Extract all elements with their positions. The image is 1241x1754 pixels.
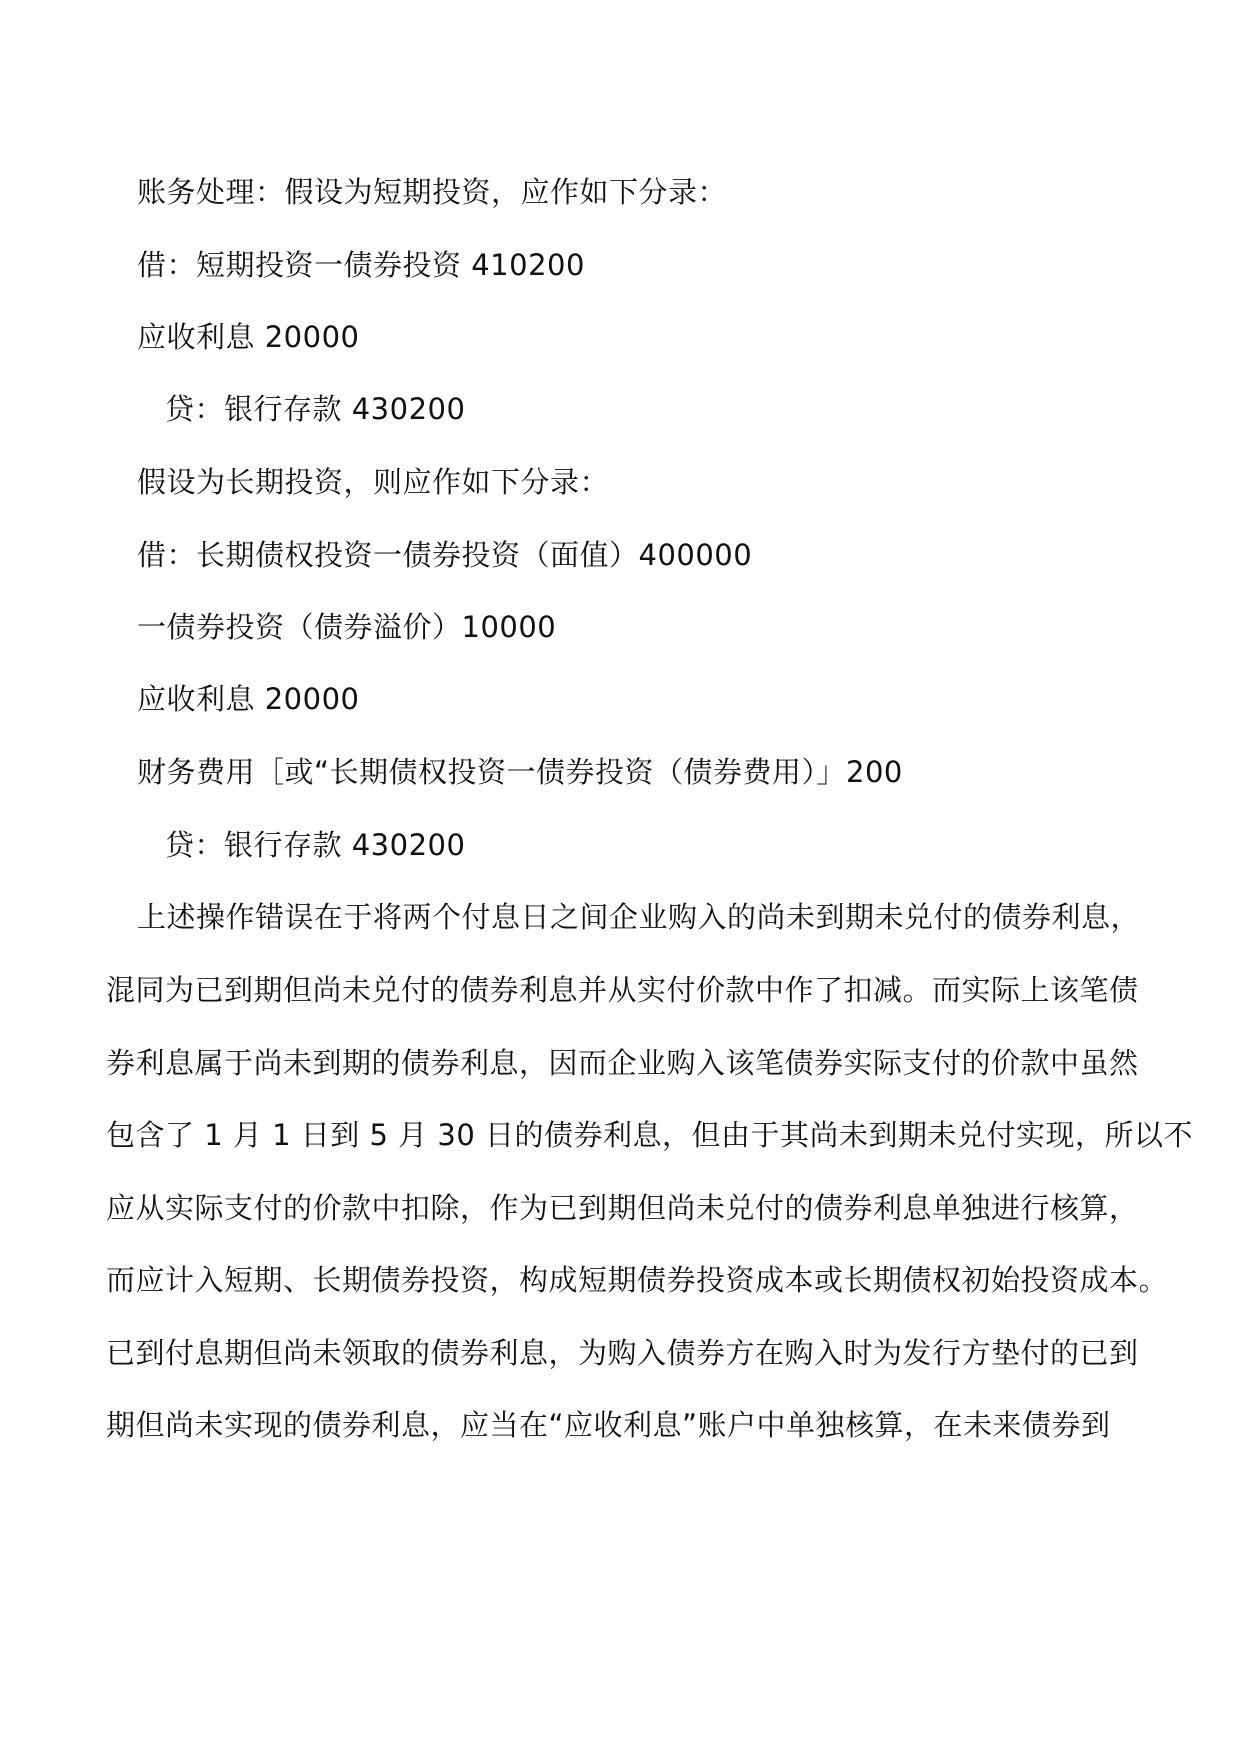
entry-line: 财务费用［或“长期债权投资一债券投资（债券费用）」200 (137, 755, 903, 789)
entry-line: 应收利息 20000 (137, 320, 360, 354)
entry-line: 借：短期投资一债券投资 410200 (137, 248, 585, 282)
paragraph-line: 包含了 1 月 1 日到 5 月 30 日的债券利息，但由于其尚未到期未兑付实现，所以不 (106, 1118, 1194, 1152)
paragraph-line: 混同为已到期但尚未兑付的债券利息并从实付价款中作了扣减。而实际上该笔债 (106, 973, 1139, 1007)
entry-line: 一债券投资（债券溢价）10000 (137, 610, 557, 644)
paragraph-line: 应从实际支付的价款中扣除，作为已到期但尚未兑付的债券利息单独进行核算， (106, 1191, 1139, 1225)
paragraph-line: 券利息属于尚未到期的债券利息，因而企业购入该笔债券实际支付的价款中虽然 (106, 1046, 1139, 1080)
entry-line: 贷：银行存款 430200 (165, 392, 466, 426)
paragraph-line: 上述操作错误在于将两个付息日之间企业购入的尚未到期未兑付的债券利息， (137, 900, 1141, 934)
entry-line: 假设为长期投资，则应作如下分录： (137, 465, 610, 499)
entry-line: 应收利息 20000 (137, 682, 360, 716)
paragraph-line: 已到付息期但尚未领取的债券利息，为购入债券方在购入时为发行方垫付的已到 (106, 1336, 1139, 1370)
paragraph-line: 期但尚未实现的债券利息，应当在“应收利息”账户中单独核算，在未来债券到 (106, 1408, 1111, 1442)
entry-line: 账务处理：假设为短期投资，应作如下分录： (137, 175, 728, 209)
paragraph-line: 而应计入短期、长期债券投资，构成短期债券投资成本或长期债权初始投资成本。 (106, 1263, 1169, 1297)
entry-line: 贷：银行存款 430200 (165, 828, 466, 862)
entry-line: 借：长期债权投资一债券投资（面值）400000 (137, 538, 753, 572)
